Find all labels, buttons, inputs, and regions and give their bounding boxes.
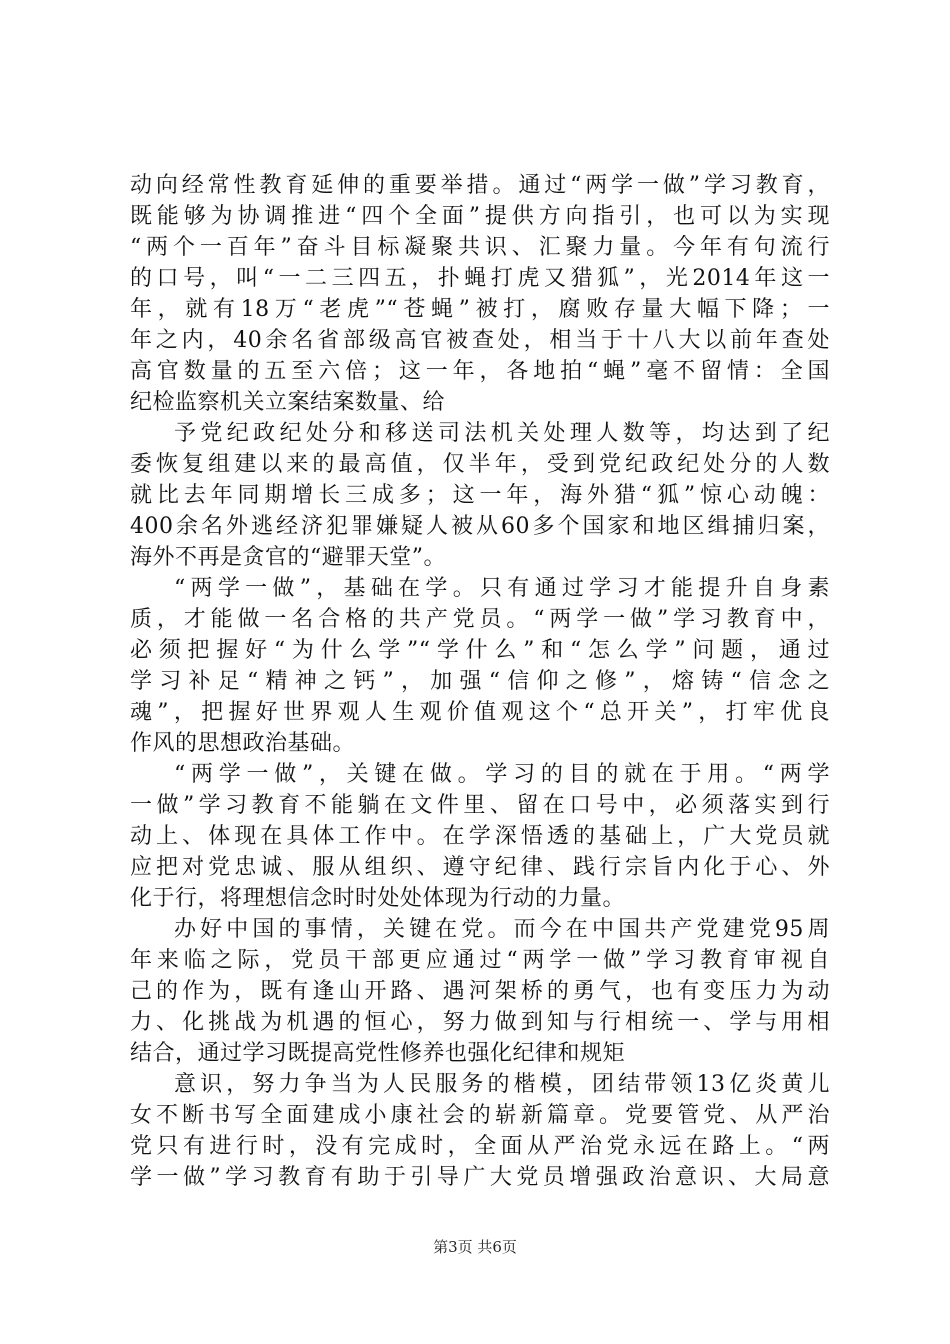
text-line: 动上、体现在具体工作中。在学深悟透的基础上，广大党员就 bbox=[130, 824, 830, 849]
document-body bbox=[130, 170, 830, 1193]
text-line: 400余名外逃经济犯罪嫌疑人被从60多个国家和地区缉捕归案， bbox=[130, 514, 830, 539]
text-line: “两学一做”，关键在做。学习的目的就在于用。“两学 bbox=[174, 762, 830, 787]
text-line: 作风的思想政治基础。 bbox=[130, 731, 356, 756]
text-line: 化于行，将理想信念时时处处体现为行动的力量。 bbox=[130, 886, 626, 911]
text-line: 年之内，40余名省部级高官被查处，相当于十八大以前年查处 bbox=[130, 328, 830, 353]
text-line: 力、化挑战为机遇的恒心，努力做到知与行相统一、学与用相 bbox=[130, 1010, 830, 1035]
text-line: 动向经常性教育延伸的重要举措。通过“两学一做”学习教育， bbox=[130, 173, 830, 198]
text-line: 学习补足“精神之钙”，加强“信仰之修”，熔铸“信念之 bbox=[130, 669, 830, 694]
text-line: 予党纪政纪处分和移送司法机关处理人数等，均达到了纪 bbox=[174, 421, 830, 446]
text-line: 纪检监察机关立案结案数量、给 bbox=[130, 390, 446, 415]
paragraph bbox=[130, 418, 830, 573]
text-line: 意识，努力争当为人民服务的楷模，团结带领13亿炎黄儿 bbox=[174, 1072, 830, 1097]
text-line: 高官数量的五至六倍；这一年，各地拍“蝇”毫不留情：全国 bbox=[130, 359, 830, 384]
text-line: 己的作为，既有逢山开路、遇河架桥的勇气，也有变压力为动 bbox=[130, 979, 830, 1004]
text-line: 一做”学习教育不能躺在文件里、留在口号中，必须落实到行 bbox=[130, 793, 830, 818]
text-line: 海外不再是贪官的“避罪天堂”。 bbox=[130, 545, 446, 570]
text-line: 魂”，把握好世界观人生观价值观这个“总开关”，打牢优良 bbox=[130, 700, 830, 725]
paragraph bbox=[130, 170, 830, 418]
text-line: 年，就有18万“老虎”“苍蝇”被打，腐败存量大幅下降；一 bbox=[130, 297, 830, 322]
text-line: 既能够为协调推进“四个全面”提供方向指引，也可以为实现 bbox=[130, 204, 830, 229]
text-line: “两学一做”，基础在学。只有通过学习才能提升自身素 bbox=[174, 576, 830, 601]
paragraph bbox=[130, 573, 830, 759]
paragraph bbox=[130, 914, 830, 1069]
text-line: “两个一百年”奋斗目标凝聚共识、汇聚力量。今年有句流行 bbox=[130, 235, 830, 260]
page-footer: 第3页 共6页 bbox=[433, 1238, 517, 1256]
text-line: 应把对党忠诚、服从组织、遵守纪律、践行宗旨内化于心、外 bbox=[130, 855, 830, 880]
text-line: 必须把握好“为什么学”“学什么”和“怎么学”问题，通过 bbox=[130, 638, 830, 663]
text-line: 就比去年同期增长三成多；这一年，海外猎“狐”惊心动魄： bbox=[130, 483, 830, 508]
text-line: 办好中国的事情，关键在党。而今在中国共产党建党95周 bbox=[174, 917, 830, 942]
text-line: 女不断书写全面建成小康社会的崭新篇章。党要管党、从严治 bbox=[130, 1103, 830, 1128]
paragraph bbox=[130, 1069, 830, 1193]
text-line: 学一做”学习教育有助于引导广大党员增强政治意识、大局意 bbox=[130, 1165, 830, 1190]
text-line: 的口号，叫“一二三四五，扑蝇打虎又猎狐”，光2014年这一 bbox=[130, 266, 830, 291]
paragraph bbox=[130, 759, 830, 914]
text-line: 质，才能做一名合格的共产党员。“两学一做”学习教育中， bbox=[130, 607, 830, 632]
text-line: 委恢复组建以来的最高值，仅半年，受到党纪政纪处分的人数 bbox=[130, 452, 830, 477]
text-line: 结合，通过学习既提高党性修养也强化纪律和规矩 bbox=[130, 1041, 626, 1066]
text-line: 党只有进行时，没有完成时，全面从严治党永远在路上。“两 bbox=[130, 1134, 830, 1159]
text-line: 年来临之际，党员干部更应通过“两学一做”学习教育审视自 bbox=[130, 948, 830, 973]
